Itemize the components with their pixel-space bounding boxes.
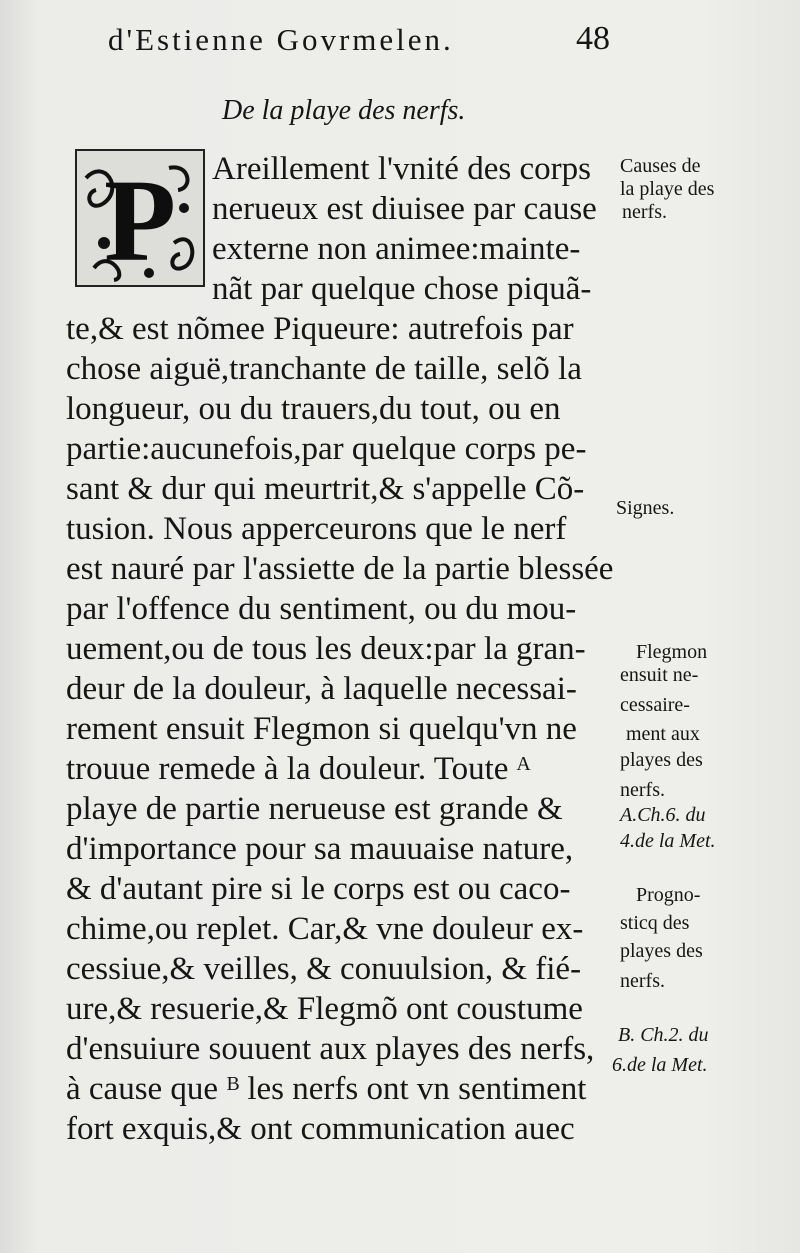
text-line: & d'autant pire si le corps est ou caco- [66, 871, 571, 907]
text-line: tusion. Nous apperceurons que le nerf [66, 511, 567, 547]
running-header [108, 22, 628, 58]
text-line: Areillement l'vnité des corps [212, 151, 591, 187]
margin-note: ment aux [626, 723, 700, 745]
margin-note: la playe des [620, 178, 715, 200]
text-line: playe de partie nerueuse est grande & [66, 791, 563, 827]
margin-note: nerfs. [622, 201, 667, 223]
running-head-text: d'Estienne Govrmelen. [108, 22, 454, 57]
margin-note: Flegmon [636, 641, 708, 663]
text-line: cessiue,& veilles, & conuulsion, & fié- [66, 951, 582, 987]
section-title: De la playe des nerfs. [222, 95, 466, 126]
text-line: uement,ou de tous les deux:par la gran- [66, 631, 586, 667]
text-line: sant & dur qui meurtrit,& s'appelle Cõ- [66, 471, 585, 507]
text-line: chime,ou replet. Car,& vne douleur ex- [66, 911, 584, 947]
margin-note: Signes. [616, 497, 675, 519]
margin-note: A.Ch.6. du [620, 804, 706, 826]
margin-note: B. Ch.2. du [618, 1024, 709, 1046]
text-line: d'ensuiure souuent aux playes des nerfs, [66, 1031, 595, 1067]
text-line: te,& est nõmee Piqueure: autrefois par [66, 311, 574, 347]
text-line: nerueux est diuisee par cause [212, 191, 597, 227]
svg-text:P: P [103, 155, 177, 286]
text-line: externe non animee:mainte- [212, 231, 581, 267]
margin-note: Causes de [620, 155, 701, 177]
text-line: nãt par quelque chose piquã- [212, 271, 592, 307]
margin-note: Progno- [636, 884, 701, 906]
text-line: rement ensuit Flegmon si quelqu'vn ne [66, 711, 577, 747]
text-line: partie:aucunefois,par quelque corps pe- [66, 431, 587, 467]
text-line: trouue remede à la douleur. Toute ᴬ [66, 751, 531, 787]
margin-note: cessaire- [620, 694, 690, 716]
text-line: par l'offence du sentiment, ou du mou- [66, 591, 577, 627]
margin-note: sticq des [620, 912, 690, 934]
text-line: deur de la douleur, à laquelle necessai- [66, 671, 577, 707]
margin-note: nerfs. [620, 970, 665, 992]
margin-note: playes des [620, 940, 703, 962]
text-line: longueur, ou du trauers,du tout, ou en [66, 391, 561, 427]
text-line: à cause que ᴮ les nerfs ont vn sentiment [66, 1071, 587, 1107]
margin-note: 4.de la Met. [620, 830, 716, 852]
margin-note: playes des [620, 749, 703, 771]
page-number: 48 [576, 20, 610, 57]
margin-note: 6.de la Met. [612, 1054, 708, 1076]
text-line: est nauré par l'assiette de la partie blessée [66, 551, 614, 587]
decorated-initial [74, 148, 206, 288]
margin-note: ensuit ne- [620, 664, 699, 686]
text-line: chose aiguë,tranchante de taille, selõ la [66, 351, 582, 387]
ornamental-initial-icon [74, 148, 206, 288]
margin-note: nerfs. [620, 779, 665, 801]
text-line: d'importance pour sa mauuaise nature, [66, 831, 574, 867]
text-line: ure,& resuerie,& Flegmõ ont coustume [66, 991, 583, 1027]
text-line: fort exquis,& ont communication auec [66, 1111, 575, 1147]
